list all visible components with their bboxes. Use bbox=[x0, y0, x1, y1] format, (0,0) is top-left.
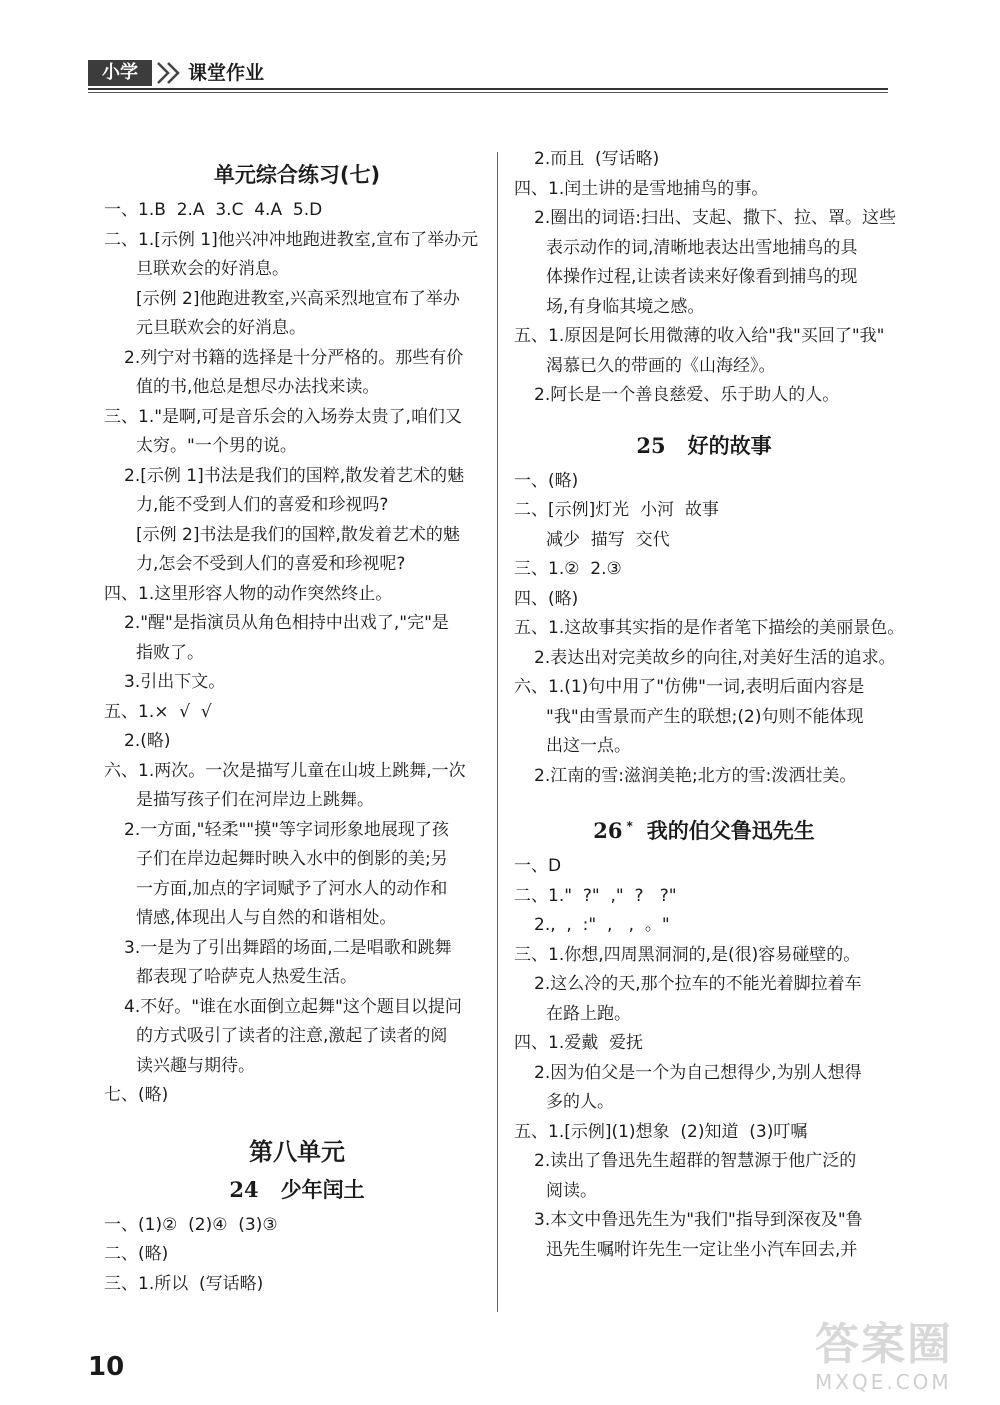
answer-line: 四、1.这里形容人物的动作突然终止。 bbox=[104, 583, 393, 604]
answer-line: 三、1.所以 (写话略) bbox=[104, 1273, 264, 1294]
answer-line: 三、1."是啊,可是音乐会的入场券太贵了,咱们又 bbox=[104, 406, 462, 427]
lesson-26-title bbox=[514, 809, 894, 848]
lesson-name: 少年闰土 bbox=[280, 1177, 365, 1202]
answer-line: 五、1.这故事其实指的是作者笔下描绘的美丽景色。 bbox=[514, 618, 905, 638]
answer-line: 读兴趣与期待。 bbox=[136, 1055, 255, 1076]
answer-line: 都表现了哈萨克人热爱生活。 bbox=[136, 967, 357, 987]
unit-heading: 第八单元 bbox=[249, 1137, 345, 1166]
answer-line: 值的书,他总是想尽办法找来读。 bbox=[136, 377, 380, 397]
answer-line: 表示动作的词,清晰地表达出雪地捕鸟的具 bbox=[546, 237, 858, 258]
answer-line: 四、1.爱戴 爱抚 bbox=[514, 1033, 644, 1053]
lesson-name: 我的伯父鲁迅先生 bbox=[646, 819, 815, 843]
answer-line: 一、D bbox=[514, 856, 562, 876]
answer-line: 是描写孩子们在河岸边上跳舞。 bbox=[136, 790, 374, 810]
answer-line: 场,有身临其境之感。 bbox=[546, 296, 705, 317]
unit-review-answers bbox=[104, 196, 490, 1111]
answer-line: 七、(略) bbox=[104, 1085, 169, 1105]
lesson-number: 24 bbox=[229, 1176, 259, 1202]
answer-line: 六、1.(1)句中用了"仿佛"一词,表明后面内容是 bbox=[514, 677, 865, 697]
series-title: 课堂作业 bbox=[188, 62, 265, 84]
answer-line: 阅读。 bbox=[546, 1180, 597, 1201]
answer-line: 三、1.你想,四周黑洞洞的,是(很)容易碰壁的。 bbox=[514, 944, 861, 965]
answer-line: 五、1.[示例](1)想象 (2)知道 (3)叮嘱 bbox=[514, 1121, 808, 1142]
answer-line: 3.本文中鲁迅先生为"我们"指导到深夜及"鲁 bbox=[534, 1210, 863, 1230]
answer-line: 一、(1)② (2)④ (3)③ bbox=[104, 1214, 278, 1235]
answer-line: 2.江南的雪:滋润美艳;北方的雪:泼洒壮美。 bbox=[534, 765, 857, 786]
page-header bbox=[88, 60, 888, 90]
lesson-24-answers bbox=[104, 1211, 490, 1300]
right-column bbox=[514, 145, 905, 1265]
header-rule bbox=[88, 88, 888, 90]
answer-line: 2.一方面,"轻柔""摸"等字词形象地展现了孩 bbox=[124, 819, 449, 840]
answer-line: 六、1.两次。一次是描写儿童在山坡上跳舞,一次 bbox=[104, 760, 466, 781]
answer-line: 旦联欢会的好消息。 bbox=[136, 259, 289, 279]
answer-line: 2.而且 (写话略) bbox=[534, 149, 660, 169]
answer-line: "我"由雪景而产生的联想;(2)句则不能体现 bbox=[546, 706, 864, 727]
lesson-number: 25 bbox=[636, 432, 666, 458]
column-divider bbox=[497, 152, 498, 1312]
answer-line: 一、1.B 2.A 3.C 4.A 5.D bbox=[104, 200, 323, 220]
answer-line: 出这一点。 bbox=[546, 736, 631, 756]
answer-line: 子们在岸边起舞时映入水中的倒影的美;另 bbox=[136, 849, 448, 869]
grade-badge: 小学 bbox=[88, 60, 152, 86]
answer-line: 2., , :" , , 。" bbox=[534, 915, 670, 935]
answer-line: 二、[示例]灯光 小河 故事 bbox=[514, 500, 719, 520]
section-title-unit-review: 单元综合练习(七) bbox=[213, 163, 381, 187]
lesson-26-answers bbox=[514, 852, 894, 1265]
answer-line: 一、(略) bbox=[514, 470, 579, 491]
answer-line: 2."醒"是指演员从角色相持中出戏了,"完"是 bbox=[124, 613, 449, 633]
answer-line: 力,能不受到人们的喜爱和珍视吗? bbox=[136, 495, 389, 515]
answer-line: 四、1.闰土讲的是雪地捕鸟的事。 bbox=[514, 178, 769, 199]
lesson-name: 好的故事 bbox=[687, 433, 772, 458]
answer-line: 四、(略) bbox=[514, 588, 579, 609]
answer-line: 在路上跑。 bbox=[546, 1003, 631, 1024]
answer-line: 二、1.[示例 1]他兴冲冲地跑进教室,宣布了举办元 bbox=[104, 229, 479, 250]
answer-line: 力,怎会不受到人们的喜爱和珍视呢? bbox=[136, 554, 406, 574]
answer-line: 2.列宁对书籍的选择是十分严格的。那些有价 bbox=[124, 347, 464, 368]
answer-line: 3.一是为了引出舞蹈的场面,二是唱歌和跳舞 bbox=[124, 937, 452, 958]
lesson-25-answers bbox=[514, 467, 905, 792]
answer-line: 太穷。"一个男的说。 bbox=[136, 436, 297, 456]
answer-line: 2.这么冷的天,那个拉车的不能光着脚拉着车 bbox=[534, 974, 862, 994]
answer-line: 的方式吸引了读者的注意,激起了读者的阅 bbox=[136, 1026, 448, 1046]
answer-line: 减少 描写 交代 bbox=[546, 529, 670, 550]
answer-line: 情感,体现出人与自然的和谐相处。 bbox=[136, 908, 397, 928]
answer-line: [示例 2]他跑进教室,兴高采烈地宣布了举办 bbox=[136, 288, 460, 309]
answer-line: 渴慕已久的带画的《山海经》。 bbox=[546, 355, 776, 376]
answer-line: 五、1.原因是阿长用微薄的收入给"我"买回了"我" bbox=[514, 326, 885, 346]
answer-line: 迅先生嘱咐许先生一定让坐小汽车回去,并 bbox=[546, 1239, 858, 1260]
left-column bbox=[104, 152, 490, 1299]
lesson-number: 26 bbox=[593, 818, 623, 843]
optional-mark: * bbox=[626, 819, 633, 833]
answer-line: 2.(略) bbox=[124, 731, 171, 751]
answer-line: 二、1." ?" ," ? ?" bbox=[514, 885, 677, 906]
answer-line: 体操作过程,让读者读来好像看到捕鸟的现 bbox=[546, 267, 858, 287]
double-chevron-icon bbox=[154, 60, 186, 86]
answer-line: 2.[示例 1]书法是我们的国粹,散发着艺术的魅 bbox=[124, 465, 465, 486]
answer-line: 多的人。 bbox=[546, 1092, 614, 1112]
lesson-24-title bbox=[104, 1173, 490, 1207]
answer-line: 2.读出了鲁迅先生超群的智慧源于他广泛的 bbox=[534, 1151, 857, 1171]
lesson-25-title bbox=[514, 429, 894, 463]
page-number: 10 bbox=[88, 1352, 125, 1382]
watermark-url: MXQE.COM bbox=[815, 1370, 952, 1394]
answer-line: 五、1.× √ √ bbox=[104, 701, 212, 722]
answer-line: 三、1.② 2.③ bbox=[514, 559, 622, 579]
header-rule-thin bbox=[88, 92, 888, 93]
lesson-24-continued bbox=[514, 145, 894, 411]
answer-line: 指败了。 bbox=[136, 642, 204, 663]
answer-line: 2.因为伯父是一个为自己想得少,为别人想得 bbox=[534, 1062, 862, 1083]
watermark bbox=[815, 1320, 995, 1400]
answer-line: 一方面,加点的字词赋予了河水人的动作和 bbox=[136, 878, 448, 899]
answer-line: 二、(略) bbox=[104, 1244, 169, 1264]
answer-line: 4.不好。"谁在水面倒立起舞"这个题目以提问 bbox=[124, 996, 462, 1017]
answer-line: 3.引出下文。 bbox=[124, 672, 226, 692]
answer-line: 2.阿长是一个善良慈爱、乐于助人的人。 bbox=[534, 385, 840, 405]
answer-line: 2.圈出的词语:扫出、支起、撒下、拉、罩。这些 bbox=[534, 208, 896, 228]
answer-line: 2.表达出对完美故乡的向往,对美好生活的追求。 bbox=[534, 647, 896, 668]
watermark-logo: 答案圈 bbox=[815, 1319, 953, 1370]
answer-line: 元旦联欢会的好消息。 bbox=[136, 318, 306, 338]
answer-line: [示例 2]书法是我们的国粹,散发着艺术的魅 bbox=[136, 524, 460, 545]
